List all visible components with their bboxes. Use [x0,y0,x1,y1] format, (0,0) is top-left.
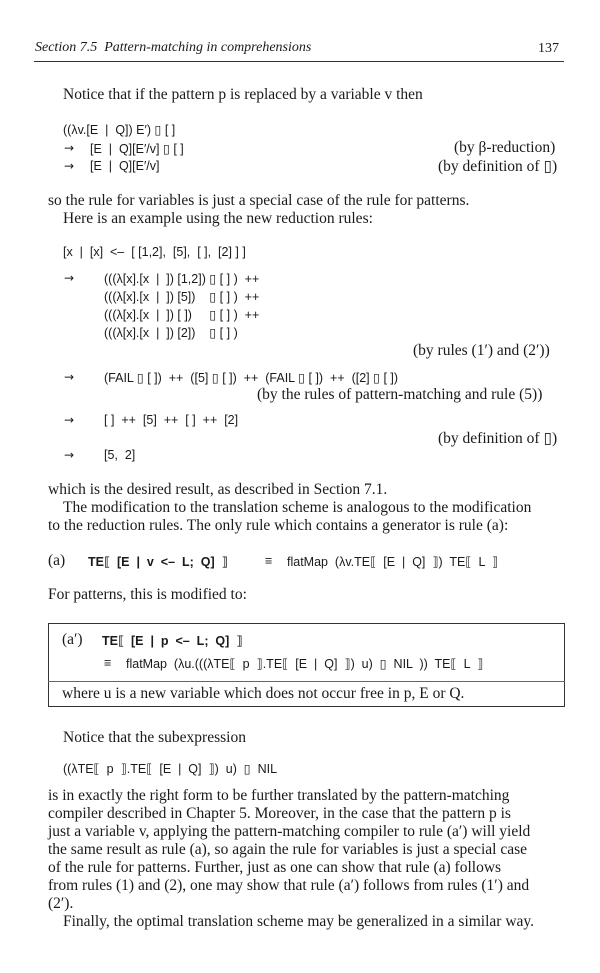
rule-a-prime-note: where u is a new variable which does not occur free in p, E or Q. [62,685,465,702]
running-header-section: Section 7.5 Pattern-matching in comprehensions [35,40,312,55]
example-line-2: (((λ[x].[x | ]) [5]) ▯ [ ] ) ++ [104,290,260,304]
paragraph-line: from rules (1) and (2), one may show that rule (a′) follows from rules (1′) and [48,877,530,894]
example-line-1: (((λ[x].[x | ]) [1,2]) ▯ [ ] ) ++ [104,272,260,286]
example-note-pattern-matching: (by the rules of pattern-matching and rule (5)) [257,386,543,403]
example-result: [5, 2] [104,448,136,462]
header-rule [34,61,564,62]
rule-a-label: (a) [48,552,66,569]
example-line-5: (FAIL ▯ [ ]) ++ ([5] ▯ [ ]) ++ (FAIL ▯ [ ]) ++ ([2] ▯ [ ]) [104,371,399,385]
reduces-arrow-icon: → [64,448,75,462]
reduction-note-definition: (by definition of ▯) [438,158,558,175]
paragraph-line: the same result as rule (a), so again the rule for variables is just a special case [48,841,528,858]
paragraph-subexpression-intro: Notice that the subexpression [63,729,246,746]
paragraph-patterns-modified: For patterns, this is modified to: [48,586,247,603]
rule-a-rhs: flatMap (λv.TE⟦ [E | Q] ⟧) TE⟦ L ⟧ [287,555,499,569]
paragraph-rule-variables: so the rule for variables is just a special case of the rule for patterns. [48,192,470,209]
rule-a-prime-label: (a′) [62,631,83,648]
example-line-3: (((λ[x].[x | ]) [ ]) ▯ [ ] ) ++ [104,308,260,322]
rule-a-prime-equiv: ≡ [104,656,112,670]
paragraph-desired-result: which is the desired result, as described in Section 7.1. [48,481,388,498]
paragraph-modification-line-2: to the reduction rules. The only rule which contains a generator is rule (a): [48,517,509,534]
paragraph-modification-line-1: The modification to the translation scheme is analogous to the modification [63,499,532,516]
page-number: 137 [538,41,559,56]
example-line-6: [ ] ++ [5] ++ [ ] ++ [2] [104,413,239,427]
paragraph-line: compiler described in Chapter 5. Moreover, in the case that the pattern p is [48,805,511,822]
paragraph-example-intro: Here is an example using the new reduction rules: [63,210,373,227]
reduces-arrow-icon: → [64,159,75,173]
paragraph-line: (2′). [48,895,74,912]
paragraph-line: of the rule for patterns. Further, just as one can show that rule (a) follows [48,859,502,876]
example-expression: [x | [x] <– [ [1,2], [5], [ ], [2] ] ] [63,245,246,259]
reduction-note-beta: (by β-reduction) [454,139,556,156]
rule-a-prime-rhs: flatMap (λu.(((λTE⟦ p ⟧.TE⟦ [E | Q] ⟧) u) ▯ NIL )) TE⟦ L ⟧ [126,657,484,671]
reduces-arrow-icon: → [64,370,75,384]
rule-a-prime-lhs: TE⟦ [E | p <– L; Q] ⟧ [102,634,243,648]
rule-a-lhs: TE⟦ [E | v <– L; Q] ⟧ [88,555,228,569]
reduces-arrow-icon: → [64,413,75,427]
paragraph-line: just a variable v, applying the pattern-matching compiler to rule (a′) will yield [48,823,531,840]
paragraph-intro: Notice that if the pattern p is replaced by a variable v then [63,86,423,103]
paragraph-finally: Finally, the optimal translation scheme may be generalized in a similar way. [63,913,535,930]
paragraph-line: is in exactly the right form to be further translated by the pattern-matching [48,787,510,804]
reduces-arrow-icon: → [64,141,75,155]
reduction-line-2: [E | Q][E′/v] ▯ [ ] [90,142,184,156]
reduction-line-3: [E | Q][E′/v] [90,159,160,173]
example-note-definition: (by definition of ▯) [438,430,558,447]
box-divider [48,681,565,682]
rule-a-equiv: ≡ [265,554,273,568]
reduces-arrow-icon: → [64,271,75,285]
example-line-4: (((λ[x].[x | ]) [2]) ▯ [ ] ) [104,326,238,340]
reduction-line-1: ((λv.[E | Q]) E′) ▯ [ ] [63,123,176,137]
subexpression: ((λTE⟦ p ⟧.TE⟦ [E | Q] ⟧) u) ▯ NIL [63,762,278,776]
example-note-rules: (by rules (1′) and (2′)) [413,342,550,359]
